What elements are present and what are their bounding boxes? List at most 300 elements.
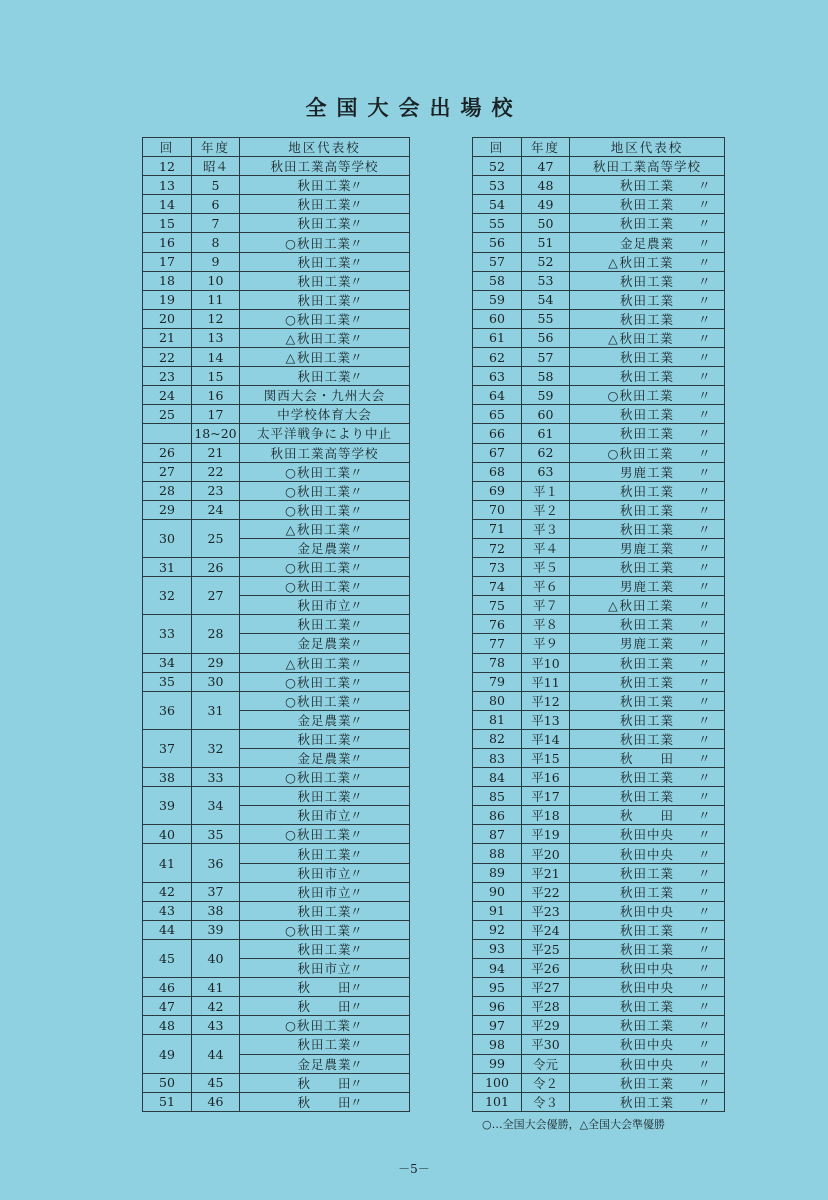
year-cell: 9 (192, 252, 240, 271)
round-cell: 77 (473, 634, 522, 653)
school-cell (570, 615, 725, 634)
ditto-mark: 〃 (350, 598, 364, 614)
ditto-mark: 〃 (350, 521, 364, 537)
runner-up-mark: △ (285, 350, 297, 366)
table-row (473, 997, 725, 1016)
ditto-mark: 〃 (350, 254, 364, 270)
school-cell (570, 157, 725, 176)
ditto-mark: 〃 (698, 388, 712, 404)
ditto-mark: 〃 (350, 273, 364, 289)
table-row (473, 1016, 725, 1035)
round-cell: 54 (473, 195, 522, 214)
table-row (473, 806, 725, 825)
table-row (143, 672, 410, 691)
school-cell (240, 386, 410, 405)
school-name: 秋田工業 (619, 330, 674, 346)
table-row (473, 634, 725, 653)
table-row (143, 424, 410, 443)
year-cell: 令元 (522, 1054, 570, 1073)
ditto-mark: 〃 (698, 884, 712, 900)
school-name: 秋田工業 (619, 617, 674, 633)
table-row (473, 157, 725, 176)
table-row (473, 959, 725, 978)
winner-mark: ○ (285, 579, 297, 595)
school-cell (240, 920, 410, 939)
round-cell: 30 (143, 519, 192, 557)
year-cell: 18~20 (192, 424, 240, 443)
ditto-mark: 〃 (350, 1037, 364, 1053)
school-cell (570, 214, 725, 233)
ditto-mark: 〃 (698, 216, 712, 232)
round-cell: 64 (473, 386, 522, 405)
ditto-mark: 〃 (698, 865, 712, 881)
school-cell (240, 901, 410, 920)
ditto-mark: 〃 (698, 941, 712, 957)
table-row (473, 538, 725, 557)
school-cell (240, 519, 410, 538)
table-row (143, 825, 410, 844)
round-cell: 53 (473, 176, 522, 195)
ditto-mark: 〃 (350, 636, 364, 652)
table-row (473, 901, 725, 920)
school-cell (240, 233, 410, 252)
year-cell: 57 (522, 348, 570, 367)
table-header-row (143, 138, 410, 157)
ditto-mark: 〃 (350, 674, 364, 690)
table-row (143, 290, 410, 309)
school-cell (240, 348, 410, 367)
winner-mark: ○ (607, 445, 620, 461)
year-cell: 平11 (522, 672, 570, 691)
ditto-mark: 〃 (698, 292, 712, 308)
year-cell: 平19 (522, 825, 570, 844)
school-cell (570, 787, 725, 806)
round-cell: 80 (473, 691, 522, 710)
school-name: 秋田中央 (619, 903, 674, 919)
year-cell: 平25 (522, 939, 570, 958)
table-row (143, 615, 410, 634)
school-cell (240, 1016, 410, 1035)
table-row (473, 214, 725, 233)
table-row (473, 481, 725, 500)
ditto-mark: 〃 (698, 770, 712, 786)
ditto-mark: 〃 (698, 330, 712, 346)
year-cell: 63 (522, 462, 570, 481)
table-row (473, 405, 725, 424)
school-cell (570, 691, 725, 710)
year-cell: 37 (192, 882, 240, 901)
school-name: 秋田中央 (619, 1056, 674, 1072)
year-cell: 17 (192, 405, 240, 424)
round-cell: 20 (143, 309, 192, 328)
table-row (143, 500, 410, 519)
winner-mark: ○ (285, 674, 297, 690)
table-row (143, 882, 410, 901)
ditto-mark: 〃 (350, 770, 364, 786)
winner-mark: ○ (285, 1018, 297, 1034)
school-cell (240, 806, 410, 825)
table-row (473, 309, 725, 328)
round-cell: 73 (473, 558, 522, 577)
school-cell (570, 195, 725, 214)
school-name: 秋田工業 (619, 369, 674, 385)
school-cell (240, 691, 410, 710)
school-name: 金足農業 (297, 1056, 352, 1072)
year-cell: 26 (192, 558, 240, 577)
header-year: 年度 (192, 138, 240, 157)
ditto-mark: 〃 (350, 235, 364, 251)
ditto-mark: 〃 (698, 731, 712, 747)
round-cell: 17 (143, 252, 192, 271)
ditto-mark: 〃 (350, 617, 364, 633)
school-name: 金足農業 (619, 235, 674, 251)
school-name: 中学校体育大会 (277, 407, 372, 423)
school-name: 秋田工業 (619, 1094, 674, 1110)
school-cell (570, 1016, 725, 1035)
table-row (473, 596, 725, 615)
year-cell: 55 (522, 309, 570, 328)
year-cell: 平15 (522, 749, 570, 768)
round-cell: 36 (143, 691, 192, 729)
school-name: 秋田工業 (619, 273, 674, 289)
school-cell (240, 558, 410, 577)
school-cell (570, 176, 725, 195)
round-cell: 96 (473, 997, 522, 1016)
ditto-mark: 〃 (350, 903, 364, 919)
round-cell: 65 (473, 405, 522, 424)
year-cell: 21 (192, 443, 240, 462)
table-row (473, 443, 725, 462)
table-row (143, 176, 410, 195)
round-cell: 46 (143, 978, 192, 997)
school-name: 秋 田 (619, 751, 674, 767)
school-cell (240, 1092, 410, 1111)
year-cell: 平26 (522, 959, 570, 978)
ditto-mark: 〃 (698, 922, 712, 938)
year-cell: 平17 (522, 787, 570, 806)
school-cell (240, 424, 410, 443)
school-name: 秋田工業 (619, 731, 674, 747)
table-row (473, 558, 725, 577)
table-row (143, 939, 410, 958)
year-cell: 40 (192, 939, 240, 977)
school-cell (240, 328, 410, 347)
school-cell (570, 386, 725, 405)
ditto-mark: 〃 (350, 579, 364, 595)
school-cell (570, 481, 725, 500)
page-number: －5－ (398, 1162, 430, 1176)
school-cell (570, 596, 725, 615)
year-cell: 36 (192, 844, 240, 882)
table-row (143, 252, 410, 271)
results-table-left (142, 137, 410, 1112)
table-row (473, 233, 725, 252)
table-row (143, 653, 410, 672)
school-cell (570, 710, 725, 729)
school-name: 秋田工業 (296, 483, 351, 499)
round-cell: 44 (143, 920, 192, 939)
ditto-mark: 〃 (698, 1075, 712, 1091)
year-cell: 48 (522, 176, 570, 195)
ditto-mark: 〃 (698, 521, 712, 537)
ditto-mark: 〃 (698, 350, 712, 366)
ditto-mark: 〃 (698, 273, 712, 289)
school-name: 秋田工業 (619, 1075, 674, 1091)
round-cell: 33 (143, 615, 192, 653)
ditto-mark: 〃 (698, 712, 712, 728)
year-cell: 60 (522, 405, 570, 424)
table-row (473, 328, 725, 347)
round-cell: 26 (143, 443, 192, 462)
winner-mark: ○ (285, 311, 297, 327)
school-name: 秋田工業 (296, 674, 351, 690)
table-row (143, 729, 410, 748)
year-cell: 31 (192, 691, 240, 729)
table-row (473, 672, 725, 691)
ditto-mark: 〃 (350, 731, 364, 747)
ditto-mark: 〃 (350, 808, 364, 824)
school-name: 秋田中央 (619, 961, 674, 977)
table-row (143, 997, 410, 1016)
round-cell: 92 (473, 920, 522, 939)
year-cell: 28 (192, 615, 240, 653)
school-name: 秋 田 (297, 980, 352, 996)
table-row (143, 348, 410, 367)
round-cell: 88 (473, 844, 522, 863)
ditto-mark: 〃 (698, 617, 712, 633)
school-cell (570, 1054, 725, 1073)
school-name: 秋田工業 (296, 693, 351, 709)
table-row (473, 749, 725, 768)
ditto-mark: 〃 (698, 999, 712, 1015)
year-cell: 13 (192, 328, 240, 347)
ditto-mark: 〃 (350, 751, 364, 767)
school-cell (570, 405, 725, 424)
school-cell (570, 997, 725, 1016)
school-name: 秋田工業 (619, 674, 674, 690)
ditto-mark: 〃 (350, 560, 364, 576)
table-row (473, 787, 725, 806)
year-cell: 52 (522, 252, 570, 271)
school-cell (240, 939, 410, 958)
school-name: 秋田工業 (296, 827, 351, 843)
school-cell (240, 176, 410, 195)
header-round: 回 (473, 138, 522, 157)
round-cell: 63 (473, 367, 522, 386)
school-cell (570, 271, 725, 290)
school-cell (240, 157, 410, 176)
school-cell (240, 863, 410, 882)
year-cell: 51 (522, 233, 570, 252)
school-name: 秋田工業 (296, 235, 351, 251)
school-name: 秋田工業 (619, 254, 674, 270)
year-cell: 平２ (522, 500, 570, 519)
ditto-mark: 〃 (698, 789, 712, 805)
year-cell: 27 (192, 577, 240, 615)
school-cell (570, 672, 725, 691)
round-cell: 19 (143, 290, 192, 309)
round-cell: 81 (473, 710, 522, 729)
winner-mark: ○ (285, 922, 297, 938)
year-cell: 平１ (522, 481, 570, 500)
ditto-mark: 〃 (350, 865, 364, 881)
school-cell (570, 901, 725, 920)
table-row (143, 844, 410, 863)
year-cell: 平21 (522, 863, 570, 882)
school-name: 秋田工業高等学校 (592, 159, 701, 175)
header-school: 地区代表校 (240, 138, 410, 157)
ditto-mark: 〃 (698, 827, 712, 843)
year-cell: 10 (192, 271, 240, 290)
ditto-mark: 〃 (350, 464, 364, 480)
year-cell: 24 (192, 500, 240, 519)
school-cell (570, 558, 725, 577)
ditto-mark: 〃 (698, 560, 712, 576)
school-cell (570, 729, 725, 748)
year-cell: 平５ (522, 558, 570, 577)
year-cell: 22 (192, 462, 240, 481)
school-cell (570, 538, 725, 557)
winner-mark: ○ (285, 464, 297, 480)
header-school: 地区代表校 (570, 138, 725, 157)
table-row (473, 271, 725, 290)
year-cell: 46 (192, 1092, 240, 1111)
round-cell: 76 (473, 615, 522, 634)
runner-up-mark: △ (285, 330, 297, 346)
table-row (473, 176, 725, 195)
ditto-mark: 〃 (350, 999, 364, 1015)
school-name: 男鹿工業 (619, 579, 674, 595)
round-cell: 84 (473, 768, 522, 787)
ditto-mark: 〃 (350, 961, 364, 977)
school-cell (240, 844, 410, 863)
school-cell (240, 882, 410, 901)
winner-mark: ○ (285, 502, 297, 518)
table-row (473, 519, 725, 538)
school-name: 太平洋戦争により中止 (256, 426, 392, 442)
school-name: 秋田工業 (296, 330, 351, 346)
school-cell (240, 672, 410, 691)
ditto-mark: 〃 (698, 1056, 712, 1072)
school-name: 秋田工業 (297, 292, 352, 308)
year-cell: 45 (192, 1073, 240, 1092)
school-cell (570, 959, 725, 978)
school-cell (240, 481, 410, 500)
round-cell: 21 (143, 328, 192, 347)
school-name: 秋田工業 (619, 178, 674, 194)
year-cell: 平９ (522, 634, 570, 653)
ditto-mark: 〃 (698, 598, 712, 614)
school-cell (240, 462, 410, 481)
table-row (143, 328, 410, 347)
school-cell (240, 271, 410, 290)
ditto-mark: 〃 (698, 502, 712, 518)
school-cell (570, 443, 725, 462)
school-cell (570, 1092, 725, 1111)
school-cell (240, 252, 410, 271)
year-cell: 平23 (522, 901, 570, 920)
year-cell: 58 (522, 367, 570, 386)
table-row (473, 863, 725, 882)
year-cell: 44 (192, 1035, 240, 1073)
round-cell: 66 (473, 424, 522, 443)
round-cell: 79 (473, 672, 522, 691)
school-name: 秋田工業 (619, 311, 674, 327)
school-name: 秋田工業 (297, 197, 352, 213)
round-cell: 86 (473, 806, 522, 825)
round-cell: 40 (143, 825, 192, 844)
table-row (143, 1092, 410, 1111)
runner-up-mark: △ (285, 655, 297, 671)
table-row (143, 195, 410, 214)
year-cell: 59 (522, 386, 570, 405)
ditto-mark: 〃 (698, 579, 712, 595)
round-cell: 82 (473, 729, 522, 748)
ditto-mark: 〃 (350, 311, 364, 327)
ditto-mark: 〃 (350, 330, 364, 346)
school-name: 秋田工業 (619, 655, 674, 671)
ditto-mark: 〃 (350, 541, 364, 557)
school-name: 秋田工業 (297, 216, 352, 232)
table-row (473, 710, 725, 729)
ditto-mark: 〃 (698, 655, 712, 671)
year-cell: 50 (522, 214, 570, 233)
school-name: 秋田工業 (619, 770, 674, 786)
round-cell: 49 (143, 1035, 192, 1073)
ditto-mark: 〃 (698, 961, 712, 977)
school-cell (240, 596, 410, 615)
ditto-mark: 〃 (698, 751, 712, 767)
round-cell: 89 (473, 863, 522, 882)
school-name: 秋田工業 (619, 521, 674, 537)
school-cell (570, 844, 725, 863)
school-cell (570, 634, 725, 653)
runner-up-mark: △ (608, 254, 619, 270)
school-name: 秋田工業 (619, 216, 674, 232)
table-row (143, 157, 410, 176)
year-cell: 平27 (522, 978, 570, 997)
round-cell: 38 (143, 768, 192, 787)
school-name: 秋田工業 (619, 407, 674, 423)
year-cell: 62 (522, 443, 570, 462)
year-cell: 32 (192, 729, 240, 767)
round-cell: 39 (143, 787, 192, 825)
school-cell (570, 653, 725, 672)
school-cell (240, 978, 410, 997)
school-name: 関西大会・九州大会 (263, 388, 386, 404)
table-row (143, 920, 410, 939)
year-cell: 平30 (522, 1035, 570, 1054)
school-cell (240, 653, 410, 672)
round-cell: 97 (473, 1016, 522, 1035)
table-row (473, 920, 725, 939)
round-cell: 56 (473, 233, 522, 252)
table-row (473, 1054, 725, 1073)
school-name: 秋田中央 (619, 980, 674, 996)
round-cell: 32 (143, 577, 192, 615)
school-name: 秋田工業 (297, 789, 352, 805)
ditto-mark: 〃 (698, 464, 712, 480)
school-name: 秋田市立 (297, 808, 352, 824)
school-name: 秋田工業 (296, 770, 351, 786)
ditto-mark: 〃 (350, 369, 364, 385)
school-cell (240, 959, 410, 978)
ditto-mark: 〃 (350, 922, 364, 938)
ditto-mark: 〃 (698, 846, 712, 862)
school-name: 秋田市立 (297, 884, 352, 900)
ditto-mark: 〃 (698, 254, 712, 270)
round-cell: 85 (473, 787, 522, 806)
